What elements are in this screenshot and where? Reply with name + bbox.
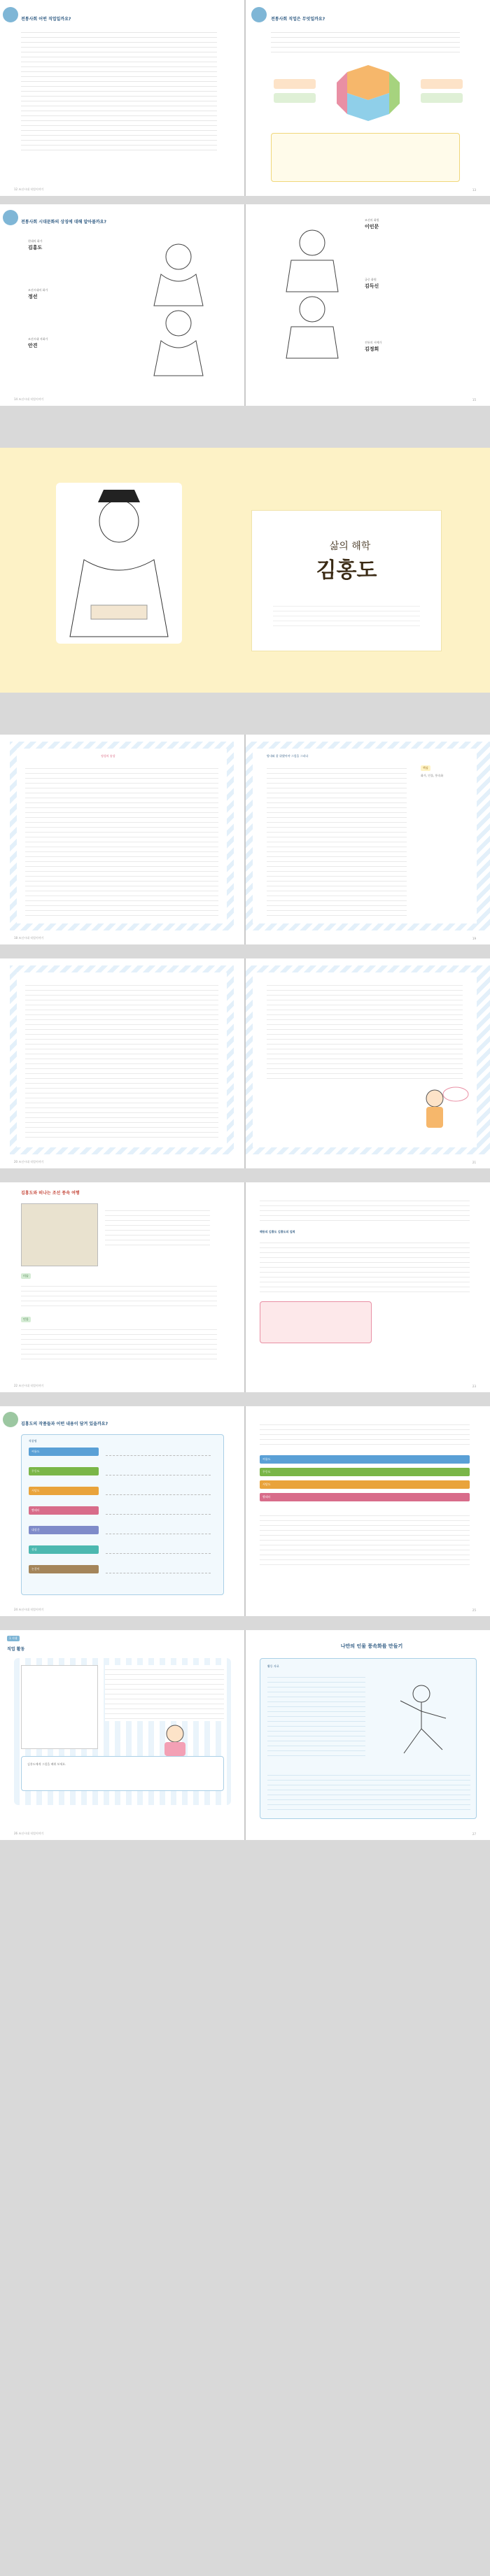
portrait-panel [56,483,182,644]
page-footer: 24 조선시대 직업이야기 [14,1608,44,1611]
activity-text [105,1665,224,1721]
page-left [0,958,244,1168]
page-footer: 13 [472,188,476,192]
table-row: 무동도 [260,1468,470,1476]
table-row: 씨름도 [260,1455,470,1464]
person-name: 정선 [28,294,38,299]
activity-badge: 1 시대 [7,1636,20,1641]
person-role: 궁중 화원 [365,278,377,281]
page-footer: 23 [472,1385,476,1388]
activity-title: 나만의 인물 풍속화를 만들기 [340,1643,403,1649]
person-role: 조선시대 서화가 [28,337,48,341]
separator [0,1616,490,1630]
page-right [246,735,490,944]
table-row: 빨래터 [29,1506,99,1515]
person-name: 김홍도 [28,245,43,250]
speech-box [21,1756,224,1791]
section-label: 미술 [21,1273,31,1279]
section-badge [3,210,18,225]
question-title: 김홍도와 떠나는 조선 풍속 여행 [21,1191,80,1196]
person-role: 전통의 서예가 [365,341,382,344]
separator [0,693,490,735]
spread-4 [0,735,490,944]
portrait-sketches [274,225,351,386]
page-footer: 19 [472,937,476,940]
page-left [0,1630,244,1840]
page-right [246,1406,490,1616]
page-right [246,1630,490,1840]
job-diagram [274,62,463,125]
story-text [25,764,218,918]
person-name: 이인문 [365,224,379,229]
answer-blank[interactable] [106,1565,211,1573]
page-right [246,0,490,196]
activity-text [267,1673,365,1757]
story-header: 방내와 잘 위했어야 그림을 그리다 [267,754,309,758]
chapter-subtitle: 삶의 해학 [329,541,371,552]
separator [0,1392,490,1406]
page-footer: 12 조선시대 직업이야기 [14,187,44,191]
table-row: 대장간 [29,1526,99,1534]
section-badge [251,7,267,22]
spread-8 [0,1630,490,1840]
page-left [0,735,244,944]
table-row: 서당도 [260,1480,470,1489]
answer-blank[interactable] [106,1545,211,1554]
answer-blank[interactable] [106,1487,211,1495]
table-row: 빨래터 [260,1493,470,1501]
story-panel [253,972,477,1147]
page-footer: 20 조선시대 직업이야기 [14,1160,44,1163]
page-footer: 22 조선시대 직업이야기 [14,1384,44,1387]
table-row: 점심 [29,1545,99,1554]
chapter-title: 김홍도 [316,558,377,583]
dancer-illustration [379,1680,463,1764]
bottom-margin [0,1840,490,2576]
table-row: 서당도 [29,1487,99,1495]
answer-blank[interactable] [106,1467,211,1475]
story-text [267,981,463,1079]
page-footer: 21 [472,1161,476,1164]
page-left [0,1406,244,1616]
activity-text [267,1771,470,1813]
page-footer: 25 [472,1608,476,1612]
kim-hongdo-portrait [56,483,182,644]
spread-7 [0,1406,490,1616]
body-text [271,28,460,56]
page-footer: 27 [472,1832,476,1836]
section-label: 인물 [21,1317,31,1322]
activity-frame [14,1658,231,1805]
page-right [246,204,490,406]
student-illustration [133,1721,217,1756]
spread-5 [0,958,490,1168]
body-text [21,28,217,154]
separator [0,1168,490,1182]
activity-title: 직업 활동 [7,1647,25,1652]
page-footer: 26 조선시대 직업이야기 [14,1832,44,1835]
keyword-label: 핵심 [421,765,430,771]
question-title: 전통사회 시대문화의 상징에 대해 알아볼까요? [21,220,106,225]
story-panel [17,972,227,1147]
speech-text: 김홍도에게 그림을 배워 보세요. [27,1762,66,1766]
spread-1 [0,0,490,196]
painting-thumbnail [21,1203,98,1266]
body-text [260,1238,470,1294]
person-name: 김정희 [365,346,379,352]
person-name: 김득신 [365,283,379,289]
answer-blank[interactable] [106,1526,211,1534]
story-text [267,764,407,918]
page-right [246,1182,490,1392]
sample-drawing [21,1665,98,1749]
separator [0,944,490,958]
table-row: 무동도 [29,1467,99,1475]
story-header: 정성의 송상 [101,754,115,758]
spread-6 [0,1182,490,1392]
body-text [260,1420,470,1448]
chapter-title-spread [0,448,490,693]
page-footer: 14 조선시대 직업이야기 [14,397,44,401]
question-title: 김홍도의 작품들과 어떤 내용이 담겨 있을까요? [21,1422,108,1427]
note-box [260,1301,372,1343]
story-text [25,981,218,1139]
character-illustration [414,1084,470,1140]
body-text [260,1511,470,1567]
separator [0,406,490,448]
table-title: 작품명 [29,1439,37,1443]
table-row: 씨름도 [29,1448,99,1456]
person-role: 현대의 화가 [28,239,43,243]
answer-blank[interactable] [106,1448,211,1456]
title-card [252,511,441,651]
worksheet-table [21,1434,224,1595]
page-footer: 15 [472,398,476,402]
spread-2 [0,204,490,406]
section-badge [3,1412,18,1427]
question-title: 전통사회 직업은 무엇일까요? [271,17,326,22]
portrait-sketches [140,239,217,379]
story-panel [253,749,477,923]
keyword-text: 화가, 인물, 풍속화 [421,774,444,777]
body-text [260,1196,470,1224]
page-left [0,1182,244,1392]
question-title: 전통사회 어떤 직업일까요? [21,17,71,22]
section-badge [3,7,18,22]
story-panel [17,749,227,923]
section-text [21,1325,217,1360]
person-role: 조선의 화원 [365,218,379,222]
painting-info [105,1206,210,1248]
person-name: 안견 [28,343,38,348]
activity-panel [260,1658,477,1819]
page-right [246,958,490,1168]
page-footer: 18 조선시대 직업이야기 [14,936,44,940]
person-role: 조선시대의 화가 [28,288,48,292]
table-row: 논갈이 [29,1565,99,1573]
section-text [21,1282,217,1310]
page-left [0,204,244,406]
activity-subtitle: 활동 자료 [267,1664,279,1668]
sub-header: 해동의 김홍도 김홍도의 업적 [260,1230,295,1233]
answer-blank[interactable] [106,1506,211,1515]
intro-text [273,602,420,630]
tip-box [271,133,460,182]
page-left [0,0,244,196]
separator [0,196,490,204]
